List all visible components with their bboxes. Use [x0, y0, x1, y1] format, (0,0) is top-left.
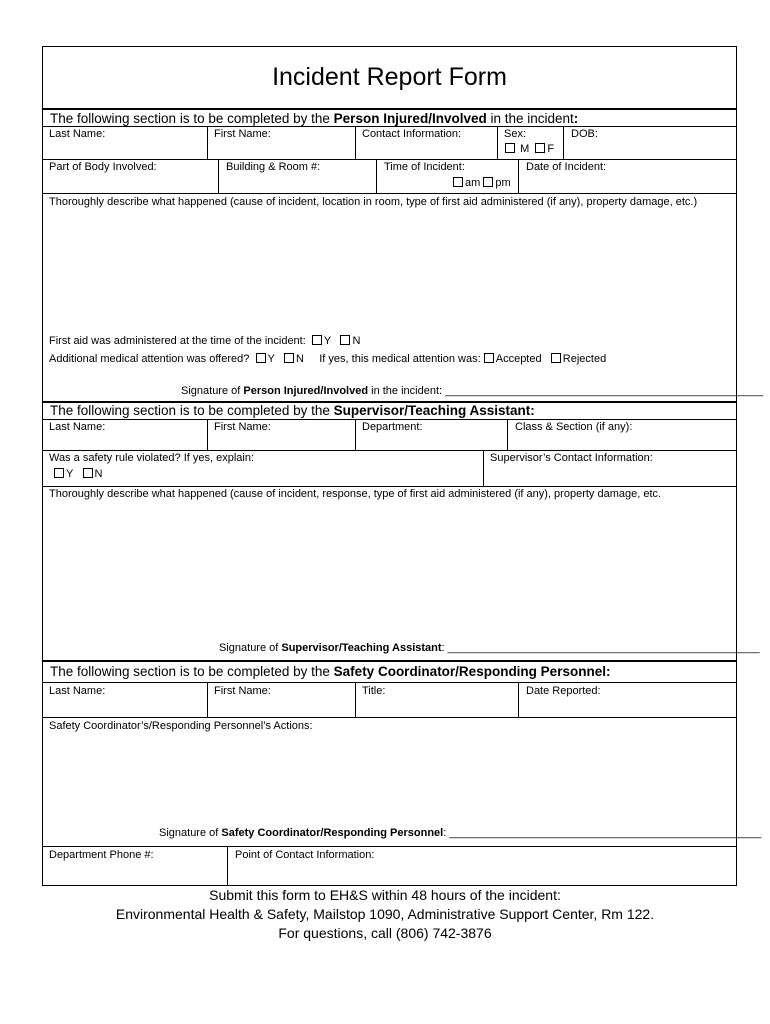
footer-submit: Submit this form to EH&S within 48 hours of the incident:	[209, 887, 561, 903]
frame-top	[42, 46, 737, 47]
s1-signature-line[interactable]: Signature of Person Injured/Involved in the incident: ____________________________________________________	[181, 385, 764, 397]
s3-first-name-label: First Name:	[214, 685, 271, 697]
safety-rule-options: Y N	[54, 468, 102, 481]
first-aid-yes-checkbox[interactable]	[312, 335, 322, 345]
s2-department-label: Department:	[362, 421, 423, 433]
medical-yes-checkbox[interactable]	[256, 353, 266, 363]
am-checkbox[interactable]	[453, 177, 463, 187]
pm-checkbox[interactable]	[483, 177, 493, 187]
s2-last-name-label: Last Name:	[49, 421, 106, 433]
s3-signature-line[interactable]: Signature of Safety Coordinator/Responding Personnel: ___________________________________________________	[159, 827, 762, 839]
s1-body-part-label: Part of Body Involved:	[49, 161, 157, 173]
s1-first-name-label: First Name:	[214, 128, 271, 140]
sex-f-checkbox[interactable]	[535, 143, 545, 153]
s1-date-label: Date of Incident:	[526, 161, 607, 173]
s2-signature-line[interactable]: Signature of Supervisor/Teaching Assistant: ___________________________________________________	[219, 642, 760, 654]
safety-rule-no-checkbox[interactable]	[83, 468, 93, 478]
frame-left	[42, 46, 43, 886]
accepted-checkbox[interactable]	[484, 353, 494, 363]
first-aid-question: First aid was administered at the time of the incident: Y N	[49, 335, 361, 347]
first-aid-no-checkbox[interactable]	[340, 335, 350, 345]
s3-actions-label: Safety Coordinator’s/Responding Personnel’s Actions:	[49, 720, 313, 732]
safety-rule-question: Was a safety rule violated? If yes, explain:	[49, 452, 255, 464]
s1-sex-label: Sex:	[504, 128, 527, 140]
rejected-checkbox[interactable]	[551, 353, 561, 363]
s1-contact-label: Contact Information:	[362, 128, 462, 140]
safety-rule-yes-checkbox[interactable]	[54, 468, 64, 478]
sex-m-checkbox[interactable]	[505, 143, 515, 153]
section3-divider	[42, 660, 737, 662]
s3-date-reported-label: Date Reported:	[526, 685, 601, 697]
s1-time-label: Time of Incident:	[384, 161, 465, 173]
footer-phone: For questions, call (806) 742-3876	[278, 925, 492, 941]
s2-class-section-label: Class & Section (if any):	[515, 421, 633, 433]
form-title: Incident Report Form	[272, 63, 507, 91]
s3-dept-phone-label: Department Phone #:	[49, 849, 154, 861]
medical-no-checkbox[interactable]	[284, 353, 294, 363]
footer-address: Environmental Health & Safety, Mailstop 1090, Administrative Support Center, Rm 122.	[115, 906, 655, 922]
s2-describe-label: Thoroughly describe what happened (cause of incident, response, type of first aid administered (if any), property damage, etc.	[49, 488, 662, 500]
medical-attention-question: Additional medical attention was offered? Y N If yes, this medical attention was: Accepted Rejected	[49, 353, 607, 365]
s1-dob-label: DOB:	[571, 128, 598, 140]
am-pm-options: am pm	[453, 177, 511, 190]
s3-last-name-label: Last Name:	[49, 685, 106, 697]
section1-header: The following section is to be completed by the Person Injured/Involved in the incident:	[50, 111, 579, 126]
section3-header: The following section is to be completed by the Safety Coordinator/Responding Personnel:	[50, 664, 611, 679]
section2-header: The following section is to be completed by the Supervisor/Teaching Assistant:	[50, 403, 535, 418]
frame-right	[736, 46, 737, 886]
sex-options: M F	[505, 143, 554, 156]
s2-first-name-label: First Name:	[214, 421, 271, 433]
s1-last-name-label: Last Name:	[49, 128, 106, 140]
s1-describe-label: Thoroughly describe what happened (cause of incident, location in room, type of first aid administered (if any), property damage, etc.)	[49, 196, 698, 208]
s3-title-label: Title:	[362, 685, 386, 697]
s2-supervisor-contact-label: Supervisor’s Contact Information:	[490, 452, 653, 464]
section1-divider	[42, 108, 737, 110]
s3-point-contact-label: Point of Contact Information:	[235, 849, 375, 861]
s1-building-label: Building & Room #:	[226, 161, 321, 173]
